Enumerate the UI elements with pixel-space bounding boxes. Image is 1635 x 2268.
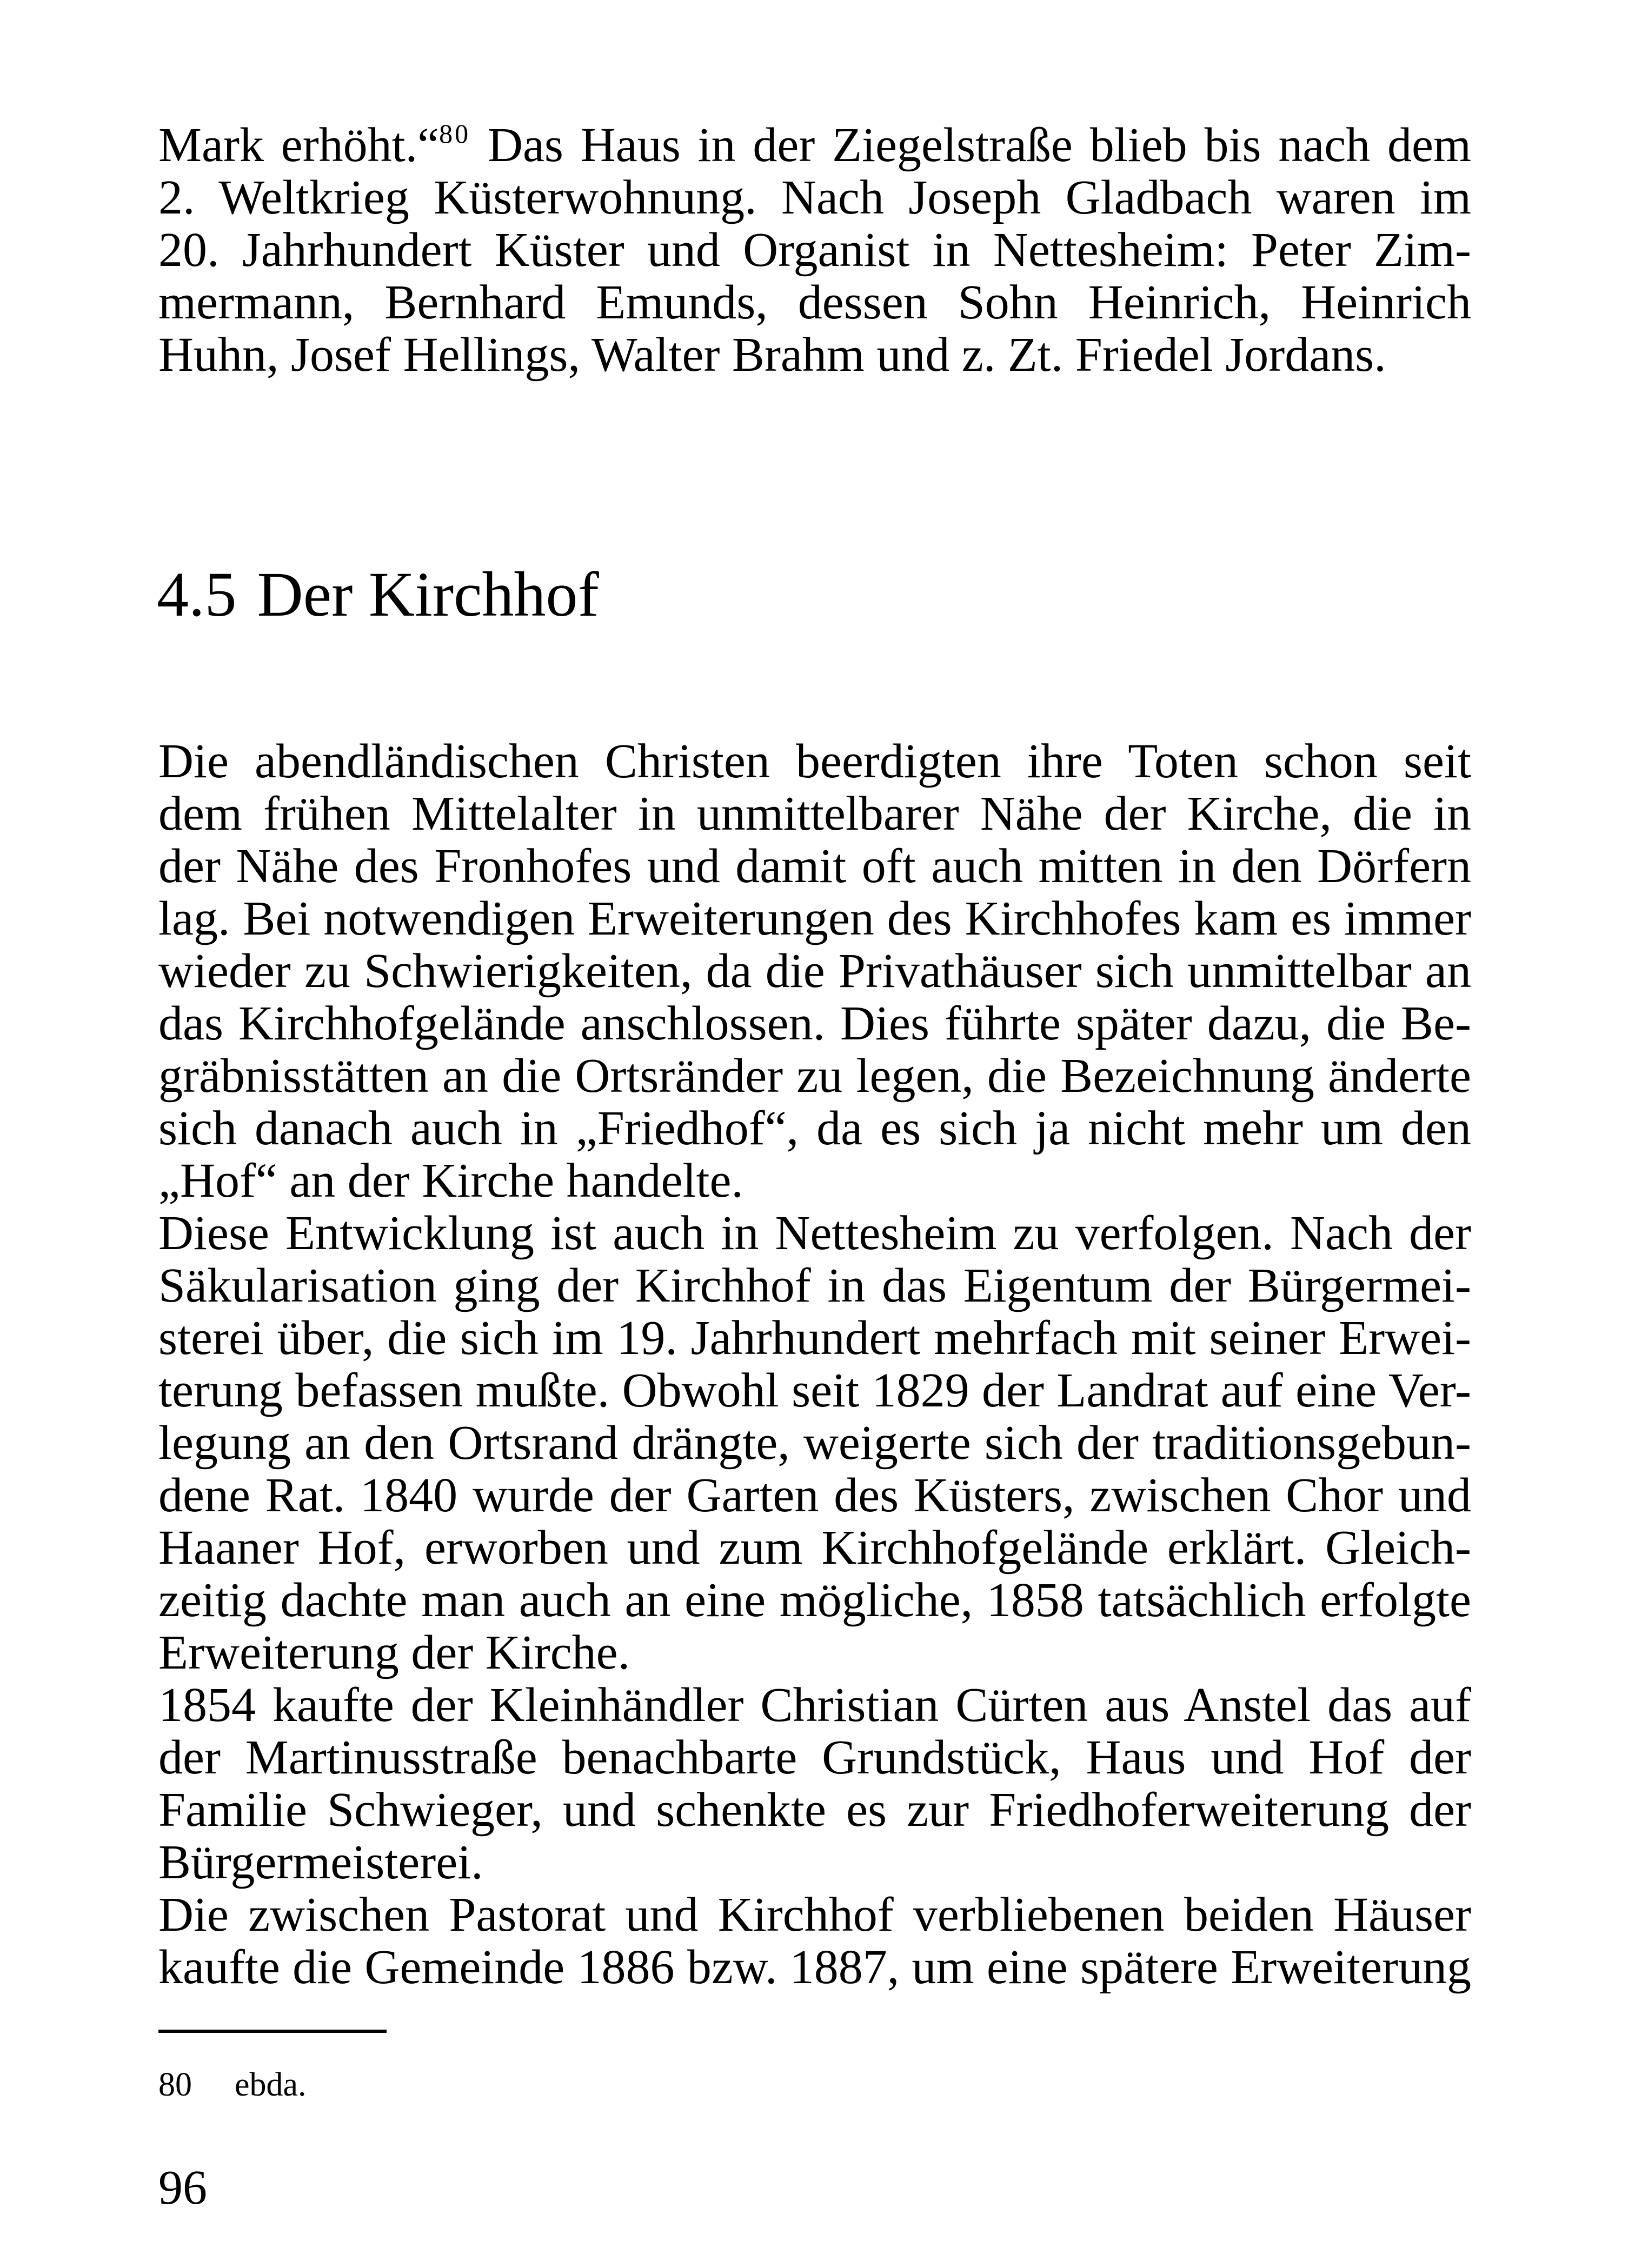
text-line: „Hof“ an der Kirche handelte.	[158, 1154, 743, 1208]
text-line: der Martinusstraße benachbarte Grundstück, Haus und Hof der	[158, 1731, 1471, 1784]
body-text	[158, 735, 1471, 1993]
text-line: sich danach auch in „Friedhof“, da es sich ja nicht mehr um den	[158, 1102, 1471, 1155]
text-line: Diese Entwicklung ist auch in Nettesheim zu verfolgen. Nach der	[158, 1206, 1471, 1260]
text-line: legung an den Ortsrand drängte, weigerte sich der traditionsgebun-	[158, 1416, 1471, 1470]
text-segment: Das Haus in der Ziegelstraße blieb bis nach dem	[470, 118, 1472, 172]
page-number: 96	[158, 2161, 207, 2214]
text-line: Säkularisation ging der Kirchhof in das Eigentum der Bürgermei-	[158, 1259, 1471, 1312]
text-line: wieder zu Schwierigkeiten, da die Privathäuser sich unmittelbar an	[158, 944, 1471, 998]
text-line: Familie Schwieger, und schenkte es zur Friedhoferweiterung der	[158, 1783, 1471, 1837]
section-title: Der Kirchhof	[257, 559, 599, 630]
text-line	[158, 119, 1471, 171]
text-line: 1854 kaufte der Kleinhändler Christian Cürten aus Anstel das auf	[158, 1678, 1471, 1732]
footnote-text: ebda.	[235, 2066, 307, 2103]
footnote-number: 80	[158, 2066, 192, 2103]
text-line: Erweiterung der Kirche.	[158, 1626, 630, 1679]
footnote-divider	[158, 2030, 387, 2033]
text-segment: Mark erhöht.“	[158, 118, 440, 172]
text-line: Huhn, Josef Hellings, Walter Brahm und z. Zt. Friedel Jordans.	[158, 328, 1386, 382]
footnote	[158, 2066, 307, 2104]
text-line: der Nähe des Fronhofes und damit oft auch mitten in den Dörfern	[158, 839, 1471, 893]
text-line: gräbnisstätten an die Ortsränder zu legen, die Bezeichnung änderte	[158, 1049, 1471, 1103]
section-heading	[157, 557, 599, 632]
top-paragraph	[158, 119, 1471, 381]
text-line: 20. Jahrhundert Küster und Organist in Nettesheim: Peter Zim-	[158, 223, 1471, 277]
text-line: dem frühen Mittelalter in unmittelbarer Nähe der Kirche, die in	[158, 787, 1471, 841]
text-line: Bürgermeisterei.	[158, 1836, 483, 1889]
text-line: lag. Bei notwendigen Erweiterungen des Kirchhofes kam es immer	[158, 892, 1471, 945]
text-line: dene Rat. 1840 wurde der Garten des Küsters, zwischen Chor und	[158, 1469, 1471, 1522]
text-line: Die abendländischen Christen beerdigten ihre Toten schon seit	[158, 735, 1471, 788]
text-line: Die zwischen Pastorat und Kirchhof verbliebenen beiden Häuser	[158, 1888, 1471, 1942]
footnote-reference[interactable]: 80	[439, 118, 471, 149]
text-line: 2. Weltkrieg Küsterwohnung. Nach Joseph Gladbach waren im	[158, 171, 1471, 224]
text-line: terung befassen mußte. Obwohl seit 1829 der Landrat auf eine Ver-	[158, 1364, 1471, 1417]
text-line: sterei über, die sich im 19. Jahrhundert mehrfach mit seiner Erwei-	[158, 1311, 1471, 1365]
text-line: kaufte die Gemeinde 1886 bzw. 1887, um eine spätere Erweiterung	[158, 1940, 1471, 1994]
text-line: zeitig dachte man auch an eine mögliche, 1858 tatsächlich erfolgte	[158, 1573, 1471, 1627]
text-line: das Kirchhofgelände anschlossen. Dies führte später dazu, die Be-	[158, 997, 1471, 1050]
text-line: mermann, Bernhard Emunds, dessen Sohn Heinrich, Heinrich	[158, 276, 1471, 329]
section-number: 4.5	[157, 559, 237, 630]
text-line: Haaner Hof, erworben und zum Kirchhofgelände erklärt. Gleich-	[158, 1521, 1471, 1575]
